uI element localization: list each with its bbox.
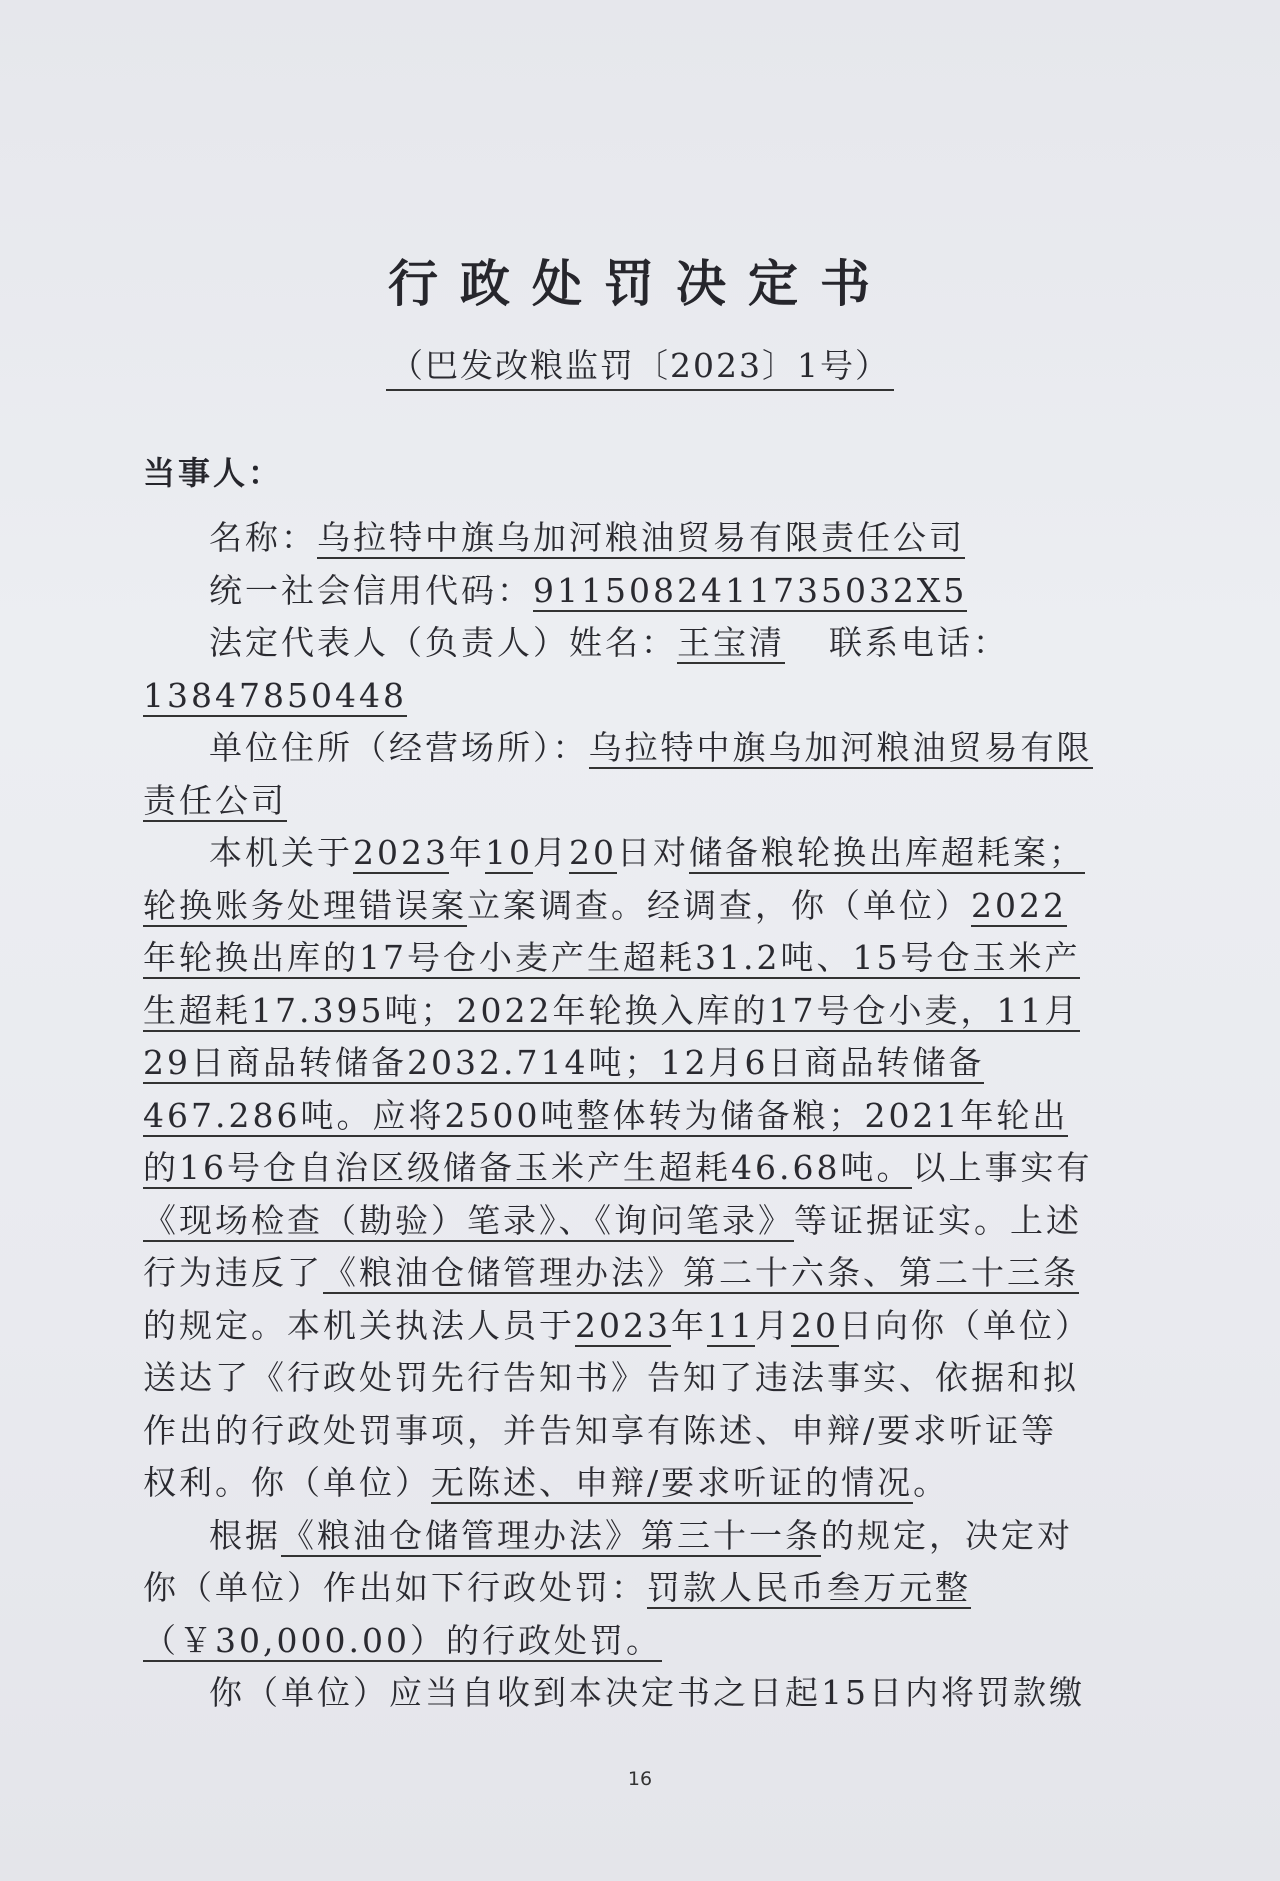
statement-status: 无陈述、申辩/要求听证的情况: [431, 1463, 914, 1502]
document-number-text: （巴发改粮监罚〔2023〕1号）: [386, 346, 894, 391]
decision-paragraph: [143, 1510, 1093, 1668]
representative-value: 王宝清: [677, 623, 785, 662]
representative-line: [143, 617, 1093, 722]
address-label: 单位住所（经营场所）：: [209, 728, 589, 767]
representative-label: 法定代表人（负责人）姓名：: [209, 623, 677, 662]
notice-month: 11: [706, 1305, 755, 1345]
credit-code-value: 9115082411735032X5: [533, 570, 968, 610]
evidence-list: 《现场检查（勘验）笔录》、《询问笔录》: [143, 1200, 794, 1240]
case-paragraph: [143, 827, 1093, 1510]
text-segment: 年: [670, 1305, 707, 1345]
filing-day: 20: [568, 833, 617, 872]
payment-paragraph: 你（单位）应当自收到本决定书之日起15日内将罚款缴: [209, 1673, 1085, 1712]
text-segment: 日向你（单位）送达了《行政处罚先行告知书》告知了违法事实、依据和拟作出的行政处罚事项，并告知享有陈述、申辩/要求听证等权利。你（单位）: [143, 1305, 1091, 1502]
text-segment: 年: [448, 833, 485, 872]
document-number: [0, 340, 1280, 387]
notice-day: 20: [790, 1305, 839, 1345]
text-segment: 。: [913, 1463, 950, 1502]
page-number: 16: [627, 1768, 653, 1790]
credit-code-line: [143, 565, 1093, 618]
case-name: 储备粮轮换出库超耗案；轮换账务处理错误案: [143, 833, 1085, 925]
document-body: [143, 512, 1093, 1720]
text-segment: 的规定，决定对你（单位）作出如下行政处罚：: [143, 1515, 1073, 1607]
text-segment: 日对: [616, 833, 689, 872]
name-line: [143, 512, 1093, 565]
violation-facts: 2022年轮换出库的17号仓小麦产生超耗31.2吨、15号仓玉米产生超耗17.395吨；2022年轮换入库的17号仓小麦，11月29日商品转储备2032.714吨；12月6日商品转储备467.286吨。应将2500吨整体转为储备粮；2021年轮出的16号仓自治区级储备玉米产生超耗46.68吨。: [143, 885, 1081, 1187]
text-segment: 等证据证实。上述行为违反了: [143, 1200, 1082, 1292]
name-value: 乌拉特中旗乌加河粮油贸易有限责任公司: [317, 518, 965, 557]
text-segment: 本机关于: [209, 833, 353, 872]
penalty-amount: 罚款人民币叁万元整（￥30,000.00）的行政处罚。: [143, 1568, 971, 1660]
notice-year: 2023: [575, 1305, 671, 1345]
filing-month: 10: [484, 833, 533, 872]
party-heading: 当事人：: [143, 454, 284, 492]
address-value: 乌拉特中旗乌加河粮油贸易有限责任公司: [143, 728, 1093, 820]
legal-basis: 《粮油仓储管理办法》第三十一条: [281, 1515, 821, 1555]
text-segment: 的规定。本机关执法人员于: [143, 1305, 575, 1345]
text-segment: 月: [532, 833, 569, 872]
address-line: [143, 722, 1093, 827]
text-segment: 以上事实有: [912, 1148, 1093, 1187]
document-title: 行政处罚决定书: [388, 254, 892, 313]
violated-provisions: 《粮油仓储管理办法》第二十六条、第二十三条: [323, 1253, 1079, 1292]
name-label: 名称：: [209, 518, 317, 557]
phone-label: 联系电话：: [829, 623, 1009, 662]
text-segment: 立案调查。经调查，你（单位）: [467, 885, 971, 925]
credit-code-label: 统一社会信用代码：: [209, 570, 533, 610]
phone-value: 13847850448: [143, 675, 407, 715]
filing-year: 2023: [353, 833, 449, 872]
text-segment: 根据: [209, 1515, 281, 1555]
text-segment: 月: [754, 1305, 791, 1345]
